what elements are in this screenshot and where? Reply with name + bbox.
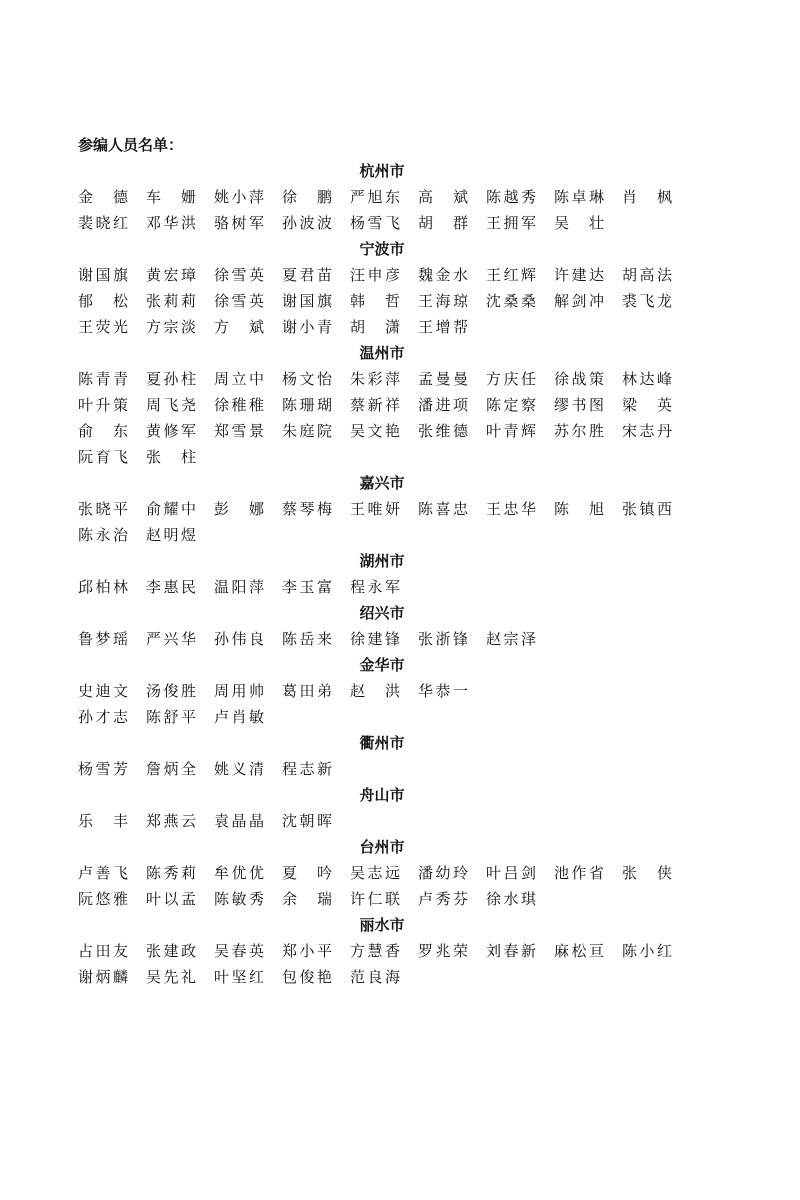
person-name: 彭 娜 (214, 500, 264, 518)
person-name: 徐雪英 (214, 292, 264, 310)
person-name: 陈越秀 (486, 188, 536, 206)
city-sections (78, 158, 718, 990)
person-name: 陈敏秀 (214, 890, 264, 908)
city-section (78, 600, 718, 652)
city-heading: 舟山市 (359, 786, 405, 804)
city-section (78, 730, 718, 782)
person-name: 麻松亘 (554, 942, 604, 960)
city-section (78, 912, 718, 990)
person-name: 俞耀中 (146, 500, 196, 518)
person-name: 许仁联 (350, 890, 400, 908)
person-name: 王红辉 (486, 266, 536, 284)
person-name: 潘幼玲 (418, 864, 468, 882)
name-row (78, 444, 718, 470)
person-name: 周飞尧 (146, 396, 196, 414)
person-name: 肖 枫 (622, 188, 672, 206)
person-name: 黄宏璋 (146, 266, 196, 284)
city-heading: 衢州市 (359, 734, 405, 752)
person-name: 叶吕剑 (486, 864, 536, 882)
person-name: 吴志远 (350, 864, 400, 882)
name-row (78, 964, 718, 990)
person-name: 叶升策 (78, 396, 128, 414)
person-name: 王拥军 (486, 214, 536, 232)
person-name: 余 瑞 (282, 890, 332, 908)
person-name: 阮育飞 (78, 448, 128, 466)
person-name: 陈卓琳 (554, 188, 604, 206)
city-heading: 嘉兴市 (359, 474, 405, 492)
name-row (78, 626, 718, 652)
person-name: 胡 群 (418, 214, 468, 232)
person-name: 谢小青 (282, 318, 332, 336)
name-row (78, 704, 718, 730)
person-name: 李惠民 (146, 578, 196, 596)
person-name: 姚小萍 (214, 188, 264, 206)
person-name: 朱庭院 (282, 422, 332, 440)
person-name: 陈秀莉 (146, 864, 196, 882)
person-name: 潘进项 (418, 396, 468, 414)
person-name: 华恭一 (418, 682, 468, 700)
person-name: 徐雪英 (214, 266, 264, 284)
person-name: 王增帮 (418, 318, 468, 336)
city-heading: 台州市 (359, 838, 405, 856)
name-row (78, 938, 718, 964)
person-name: 严兴华 (146, 630, 196, 648)
person-name: 罗兆荣 (418, 942, 468, 960)
person-name: 叶坚红 (214, 968, 264, 986)
city-heading: 绍兴市 (359, 604, 405, 622)
person-name: 吴文艳 (350, 422, 400, 440)
person-name: 包俊艳 (282, 968, 332, 986)
person-name: 陈珊瑚 (282, 396, 332, 414)
person-name: 宋志丹 (622, 422, 672, 440)
person-name: 方 斌 (214, 318, 264, 336)
person-name: 徐水琪 (486, 890, 536, 908)
person-name: 张 柱 (146, 448, 196, 466)
person-name: 韩 哲 (350, 292, 400, 310)
person-name: 温阳萍 (214, 578, 264, 596)
person-name: 张镇西 (622, 500, 672, 518)
person-name: 程永军 (350, 578, 400, 596)
person-name: 邓华洪 (146, 214, 196, 232)
city-section (78, 158, 718, 236)
person-name: 谢国旗 (78, 266, 128, 284)
city-section (78, 834, 718, 912)
person-name: 程志新 (282, 760, 332, 778)
person-name: 夏孙柱 (146, 370, 196, 388)
document-title: 参编人员名单： (78, 136, 184, 154)
person-name: 高 斌 (418, 188, 468, 206)
person-name: 谢炳麟 (78, 968, 128, 986)
person-name: 范良海 (350, 968, 400, 986)
person-name: 方宗淡 (146, 318, 196, 336)
person-name: 杨雪飞 (350, 214, 400, 232)
person-name: 乐 丰 (78, 812, 128, 830)
name-row (78, 860, 718, 886)
name-row (78, 678, 718, 704)
person-name: 张建政 (146, 942, 196, 960)
person-name: 赵宗泽 (486, 630, 536, 648)
person-name: 鲁梦瑶 (78, 630, 128, 648)
person-name: 蔡琴梅 (282, 500, 332, 518)
person-name: 夏 吟 (282, 864, 332, 882)
person-name: 叶青辉 (486, 422, 536, 440)
person-name: 葛田弟 (282, 682, 332, 700)
name-row (78, 392, 718, 418)
person-name: 孟曼曼 (418, 370, 468, 388)
person-name: 夏君苗 (282, 266, 332, 284)
name-row (78, 574, 718, 600)
person-name: 徐战策 (554, 370, 604, 388)
person-name: 方慧香 (350, 942, 400, 960)
name-row (78, 886, 718, 912)
person-name: 卢秀芬 (418, 890, 468, 908)
name-row (78, 756, 718, 782)
person-name: 解剑冲 (554, 292, 604, 310)
person-name: 胡 潇 (350, 318, 400, 336)
person-name: 陈喜忠 (418, 500, 468, 518)
person-name: 骆树军 (214, 214, 264, 232)
person-name: 朱彩萍 (350, 370, 400, 388)
person-name: 金 德 (78, 188, 128, 206)
person-name: 郑燕云 (146, 812, 196, 830)
person-name: 史迪文 (78, 682, 128, 700)
person-name: 胡高法 (622, 266, 672, 284)
person-name: 俞 东 (78, 422, 128, 440)
city-section (78, 782, 718, 834)
person-name: 方庆任 (486, 370, 536, 388)
person-name: 詹炳全 (146, 760, 196, 778)
person-name: 李玉富 (282, 578, 332, 596)
person-name: 孙波波 (282, 214, 332, 232)
person-name: 卢肖敏 (214, 708, 264, 726)
city-section (78, 470, 718, 548)
person-name: 陈定察 (486, 396, 536, 414)
city-section (78, 652, 718, 730)
person-name: 梁 英 (622, 396, 672, 414)
name-row (78, 184, 718, 210)
person-name: 牟优优 (214, 864, 264, 882)
person-name: 许建达 (554, 266, 604, 284)
city-heading: 杭州市 (359, 162, 405, 180)
person-name: 杨文怡 (282, 370, 332, 388)
city-heading: 丽水市 (359, 916, 405, 934)
person-name: 蔡新祥 (350, 396, 400, 414)
city-heading: 温州市 (359, 344, 405, 362)
city-section (78, 236, 718, 340)
person-name: 赵 洪 (350, 682, 400, 700)
person-name: 缪书图 (554, 396, 604, 414)
person-name: 苏尔胜 (554, 422, 604, 440)
city-heading: 湖州市 (359, 552, 405, 570)
person-name: 陈小红 (622, 942, 672, 960)
person-name: 池作省 (554, 864, 604, 882)
name-row (78, 496, 718, 522)
person-name: 刘春新 (486, 942, 536, 960)
name-row (78, 418, 718, 444)
person-name: 周立中 (214, 370, 264, 388)
person-name: 杨雪芳 (78, 760, 128, 778)
person-name: 孙伟良 (214, 630, 264, 648)
person-name: 张晓平 (78, 500, 128, 518)
person-name: 郁 松 (78, 292, 128, 310)
name-row (78, 288, 718, 314)
person-name: 黄修军 (146, 422, 196, 440)
person-name: 徐建锋 (350, 630, 400, 648)
city-heading: 金华市 (359, 656, 405, 674)
person-name: 谢国旗 (282, 292, 332, 310)
person-name: 张浙锋 (418, 630, 468, 648)
person-name: 汪申彦 (350, 266, 400, 284)
person-name: 王唯妍 (350, 500, 400, 518)
person-name: 徐 鹏 (282, 188, 332, 206)
person-name: 魏金水 (418, 266, 468, 284)
person-name: 林达峰 (622, 370, 672, 388)
person-name: 陈青青 (78, 370, 128, 388)
person-name: 王海琼 (418, 292, 468, 310)
person-name: 卢善飞 (78, 864, 128, 882)
person-name: 严旭东 (350, 188, 400, 206)
person-name: 邱柏林 (78, 578, 128, 596)
person-name: 沈朝晖 (282, 812, 332, 830)
person-name: 陈永治 (78, 526, 128, 544)
name-row (78, 808, 718, 834)
person-name: 郑雪景 (214, 422, 264, 440)
person-name: 徐稚稚 (214, 396, 264, 414)
person-name: 叶以孟 (146, 890, 196, 908)
person-name: 袁晶晶 (214, 812, 264, 830)
city-heading: 宁波市 (359, 240, 405, 258)
name-row (78, 522, 718, 548)
person-name: 占田友 (78, 942, 128, 960)
name-row (78, 210, 718, 236)
person-name: 陈岳来 (282, 630, 332, 648)
person-name: 王荧光 (78, 318, 128, 336)
person-name: 汤俊胜 (146, 682, 196, 700)
person-name: 赵明煜 (146, 526, 196, 544)
person-name: 吴春英 (214, 942, 264, 960)
person-name: 陈 旭 (554, 500, 604, 518)
person-name: 阮悠雅 (78, 890, 128, 908)
name-row (78, 262, 718, 288)
name-row (78, 366, 718, 392)
person-name: 周用帅 (214, 682, 264, 700)
person-name: 姚义清 (214, 760, 264, 778)
person-name: 吴先礼 (146, 968, 196, 986)
person-name: 车 姗 (146, 188, 196, 206)
person-name: 吴 壮 (554, 214, 604, 232)
city-section (78, 340, 718, 470)
person-name: 孙才志 (78, 708, 128, 726)
person-name: 陈舒平 (146, 708, 196, 726)
person-name: 王忠华 (486, 500, 536, 518)
person-name: 郑小平 (282, 942, 332, 960)
city-section (78, 548, 718, 600)
person-name: 张 侠 (622, 864, 672, 882)
person-name: 裘飞龙 (622, 292, 672, 310)
person-name: 裴晓红 (78, 214, 128, 232)
person-name: 沈桑桑 (486, 292, 536, 310)
name-row (78, 314, 718, 340)
person-name: 张维德 (418, 422, 468, 440)
person-name: 张莉莉 (146, 292, 196, 310)
